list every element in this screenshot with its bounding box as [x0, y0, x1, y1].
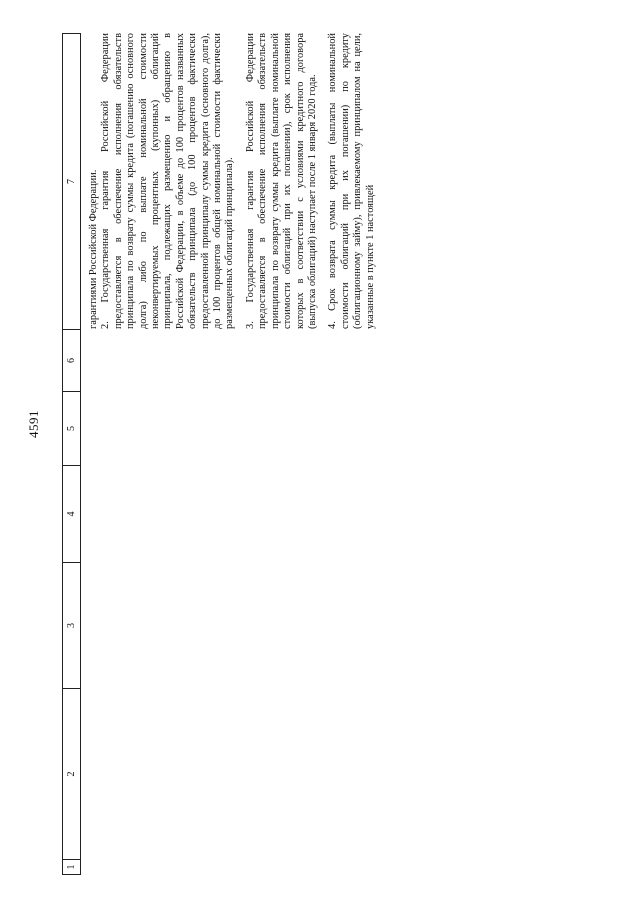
paragraph-3: 3. Государственная гарантия Российской Федерации предоставляется в обеспечение исполнения обязательств принципала по возврату суммы кредита (выплате номинальной стоимости облигаций при их погашении), срок исполнения которых в соответствии с условиями кредитного договора (выпуска облигаций) наступает после 1 января 2020 года. [244, 33, 318, 329]
column-number-7: 7 [63, 33, 80, 329]
column-number-5: 5 [63, 391, 80, 465]
column-number-4: 4 [63, 465, 80, 562]
paragraph-2: 2. Государственная гарантия Российской Федерации предоставляется в обеспечение исполнения обязательств принципала по возврату суммы кредита (погашению основного долга) либо по выплате номинальной стоимости неконвертируемых процентных (купонных) облигаций принципала, подлежащих размещению и обращению в Российской Федерации, в объеме до 100 процентов названных обязательств принципала (до 100 процентов фактически предоставленной принципалу суммы кредита (основного долга), до 100 процентов общей номинальной стоимости фактически размещенных облигаций принципала). [100, 33, 236, 329]
rotated-document-table [62, 33, 584, 875]
column-number-3: 3 [63, 562, 80, 688]
column-7-text [88, 33, 385, 329]
column-number-6: 6 [63, 329, 80, 391]
page-number: 4591 [26, 410, 41, 438]
column-number-2: 2 [63, 688, 80, 859]
table-header-row [62, 33, 81, 875]
paragraph-4: 4. Срок возврата суммы кредита (выплаты номинальной стоимости облигаций при их погашении) по кредиту (облигационному займу), привлекаемому принципалом на цели, указанные в пункте 1 настоящей [327, 33, 376, 329]
column-number-1: 1 [63, 859, 80, 875]
paragraph-continuation: гарантиями Российской Федерации. [88, 169, 99, 329]
